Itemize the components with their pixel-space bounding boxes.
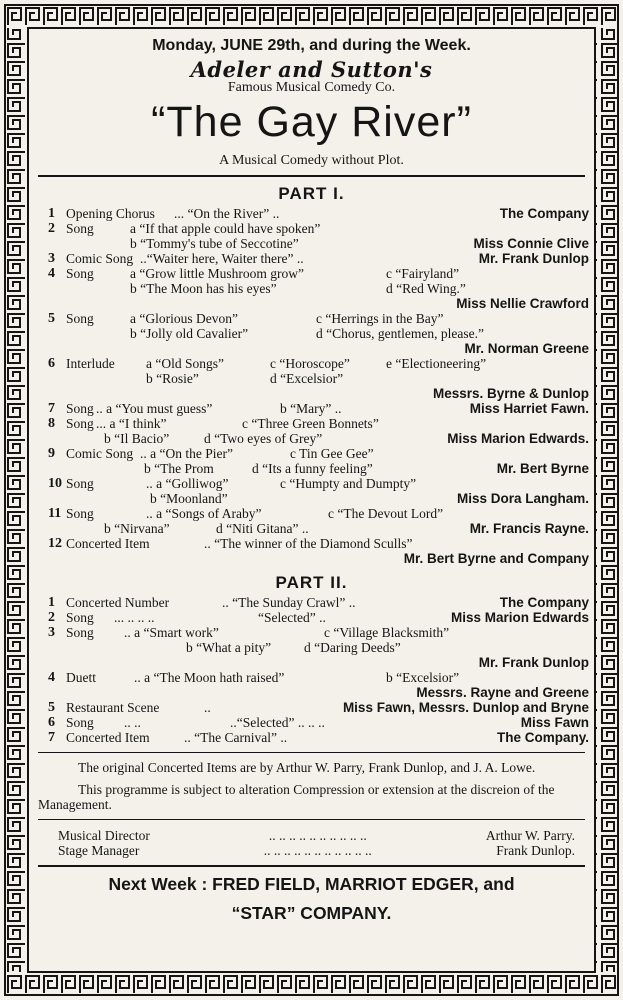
item-number: 1 (48, 595, 55, 610)
performer: The Company. (496, 730, 589, 745)
performer: Mr. Francis Rayne. (469, 521, 589, 536)
company-name: Adeler and Sutton's (190, 57, 433, 82)
performer: Miss Connie Clive (473, 236, 589, 251)
item-number: 4 (48, 670, 55, 685)
programme-line (34, 251, 589, 266)
programme-line (34, 446, 589, 461)
divider (38, 175, 585, 177)
staff-name: Frank Dunlop. (496, 843, 575, 858)
programme-line (34, 476, 589, 491)
item-type: Song (66, 476, 94, 491)
programme-line (34, 640, 589, 655)
part-one-list (34, 206, 589, 566)
song-title: .. a “You must guess” (96, 401, 213, 416)
performer: Mr. Norman Greene (464, 341, 589, 356)
song-title: c “Horoscope” (270, 356, 350, 371)
programme-line (34, 236, 589, 251)
performer: Mr. Frank Dunlop (478, 655, 589, 670)
programme-line (34, 326, 589, 341)
item-type: Song (66, 401, 94, 416)
programme-line (34, 715, 589, 730)
programme-line (34, 506, 589, 521)
song-title: c “The Devout Lord” (328, 506, 444, 521)
song-title: .. (204, 700, 211, 715)
programme-line (34, 521, 589, 536)
item-type: Song (66, 221, 94, 236)
staff-row (58, 843, 575, 858)
song-title: b “Jolly old Cavalier” (130, 326, 249, 341)
performer: Messrs. Byrne & Dunlop (432, 386, 589, 401)
item-type: Concerted Item (66, 536, 150, 551)
item-number: 3 (48, 625, 55, 640)
programme-line (34, 221, 589, 236)
song-title: .. .. (124, 715, 141, 730)
performer: Miss Harriet Fawn. (469, 401, 589, 416)
item-type: Song (66, 625, 94, 640)
programme-line (34, 610, 589, 625)
divider (38, 865, 585, 867)
programme-line (34, 685, 589, 700)
item-type: Duett (66, 670, 96, 685)
programme-page (34, 34, 589, 966)
programme-line (34, 491, 589, 506)
programme-line (34, 700, 589, 715)
item-type: Concerted Item (66, 730, 150, 745)
item-number: 9 (48, 446, 55, 461)
next-week-line-2: “STAR” COMPANY. (231, 903, 392, 923)
item-type: Comic Song (66, 446, 134, 461)
item-number: 8 (48, 416, 55, 431)
performer: Miss Nellie Crawford (456, 296, 589, 311)
song-title: d “Two eyes of Grey” (204, 431, 323, 446)
programme-line (34, 296, 589, 311)
song-title: b “What a pity” (186, 640, 272, 655)
performer: Mr. Bert Byrne (496, 461, 589, 476)
song-title: ... “On the River” .. (174, 206, 280, 221)
song-title: d “Niti Gitana” .. (216, 521, 309, 536)
programme-line (34, 595, 589, 610)
item-number: 6 (48, 356, 55, 371)
programme-line (34, 655, 589, 670)
item-number: 11 (48, 506, 62, 521)
item-type: Comic Song (66, 251, 134, 266)
song-title: c Tin Gee Gee” (290, 446, 374, 461)
performer: The Company (499, 595, 589, 610)
item-number: 6 (48, 715, 55, 730)
programme-line (34, 341, 589, 356)
song-title: .. a “Golliwog” (146, 476, 229, 491)
item-number: 10 (48, 476, 62, 491)
song-title: b “Excelsior” (386, 670, 460, 685)
performer: Miss Fawn, Messrs. Dunlop and Bryne (342, 700, 589, 715)
song-title: b “Moonland” (150, 491, 228, 506)
item-number: 7 (48, 730, 55, 745)
song-title: a “Old Songs” (146, 356, 224, 371)
song-title: d “Excelsior” (270, 371, 344, 386)
song-title: a “If that apple could have spoken” (130, 221, 321, 236)
programme-line (34, 431, 589, 446)
programme-line (34, 206, 589, 221)
performer: Miss Marion Edwards. (447, 431, 589, 446)
item-type: Song (66, 416, 94, 431)
item-number: 12 (48, 536, 62, 551)
item-type: Opening Chorus (66, 206, 155, 221)
staff-list (58, 828, 575, 858)
item-type: Song (66, 715, 94, 730)
company-description: Famous Musical Comedy Co. (227, 80, 396, 95)
staff-role: Musical Director (58, 828, 150, 843)
item-number: 1 (48, 206, 55, 221)
song-title: .. “The winner of the Diamond Sculls” (204, 536, 413, 551)
programme-line (34, 536, 589, 551)
programme-line (34, 371, 589, 386)
programme-line (34, 311, 589, 326)
staff-leader: .. .. .. .. .. .. .. .. .. .. (268, 828, 367, 843)
programme-line (34, 386, 589, 401)
next-week-line-1: Next Week : FRED FIELD, MARRIOT EDGER, and (108, 874, 515, 894)
song-title: b “The Moon has his eyes” (130, 281, 277, 296)
part-two-title: PART II. (275, 573, 348, 592)
song-title: b “Nirvana” (104, 521, 170, 536)
song-title: .. a “Songs of Araby” (146, 506, 262, 521)
staff-name: Arthur W. Parry. (485, 828, 575, 843)
item-number: 3 (48, 251, 55, 266)
song-title: b “Tommy's tube of Seccotine” (130, 236, 299, 251)
song-title: c “Village Blacksmith” (324, 625, 450, 640)
song-title: d “Red Wing.” (386, 281, 466, 296)
divider (38, 752, 585, 753)
item-number: 5 (48, 311, 55, 326)
song-title: .. a “The Moon hath raised” (134, 670, 285, 685)
programme-line (34, 625, 589, 640)
song-title: .. “The Carnival” .. (184, 730, 288, 745)
item-type: Song (66, 311, 94, 326)
song-title: d “Its a funny feeling” (252, 461, 373, 476)
programme-line (34, 730, 589, 745)
staff-role: Stage Manager (58, 843, 140, 858)
performer: Miss Fawn (520, 715, 589, 730)
performer: Mr. Bert Byrne and Company (403, 551, 589, 566)
programme-line (34, 461, 589, 476)
song-title: d “Chorus, gentlemen, please.” (316, 326, 484, 341)
item-type: Restaurant Scene (66, 700, 160, 715)
programme-line (34, 281, 589, 296)
item-number: 2 (48, 221, 55, 236)
performer: Messrs. Rayne and Greene (416, 685, 589, 700)
song-title: ..“Selected” .. .. .. (230, 715, 325, 730)
song-title: c “Fairyland” (386, 266, 460, 281)
programme-line (34, 670, 589, 685)
performer: Mr. Frank Dunlop (478, 251, 589, 266)
item-type: Interlude (66, 356, 115, 371)
song-title: “Selected” .. (258, 610, 326, 625)
performer: Miss Dora Langham. (456, 491, 589, 506)
song-title: d “Daring Deeds” (304, 640, 401, 655)
item-type: Song (66, 266, 94, 281)
item-number: 2 (48, 610, 55, 625)
item-type: Song (66, 506, 94, 521)
item-number: 7 (48, 401, 55, 416)
alteration-note: This programme is subject to alteration Compression or extension at the discreion of the Management. (38, 782, 555, 812)
programme-line (34, 266, 589, 281)
item-number: 4 (48, 266, 55, 281)
song-title: b “The Prom (144, 461, 214, 476)
staff-row (58, 828, 575, 843)
part-one-title: PART I. (278, 184, 345, 203)
song-title: a “Grow little Mushroom grow” (130, 266, 304, 281)
programme-line (34, 401, 589, 416)
programme-line (34, 416, 589, 431)
programme-line (34, 551, 589, 566)
song-title: ..“Waiter here, Waiter there” .. (140, 251, 304, 266)
performer: The Company (499, 206, 589, 221)
song-title: a “Glorious Devon” (130, 311, 238, 326)
divider (38, 819, 585, 820)
song-title: e “Electioneering” (386, 356, 487, 371)
part-two-list (34, 595, 589, 745)
show-title: “The Gay River” (151, 98, 472, 146)
song-title: b “Rosie” (146, 371, 199, 386)
song-title: c “Herrings in the Bay” (316, 311, 444, 326)
song-title: ... a “I think” (96, 416, 167, 431)
staff-leader: .. .. .. .. .. .. .. .. .. .. .. (263, 843, 372, 858)
original-items-note: The original Concerted Items are by Arthur W. Parry, Frank Dunlop, and J. A. Lowe. (78, 760, 536, 775)
item-number: 5 (48, 700, 55, 715)
date-line: Monday, JUNE 29th, and during the Week. (152, 37, 471, 54)
song-title: b “Il Bacio” (104, 431, 170, 446)
item-type: Concerted Number (66, 595, 170, 610)
show-tagline: A Musical Comedy without Plot. (219, 153, 404, 168)
song-title: b “Mary” .. (280, 401, 342, 416)
programme-line (34, 356, 589, 371)
performer: Miss Marion Edwards (450, 610, 589, 625)
song-title: .. “The Sunday Crawl” .. (222, 595, 356, 610)
song-title: .. a “On the Pier” (140, 446, 233, 461)
song-title: .. a “Smart work” (124, 625, 219, 640)
song-title: c “Humpty and Dumpty” (280, 476, 417, 491)
song-title: c “Three Green Bonnets” (242, 416, 379, 431)
item-type: Song (66, 610, 94, 625)
song-title: ... .. .. .. (114, 610, 155, 625)
